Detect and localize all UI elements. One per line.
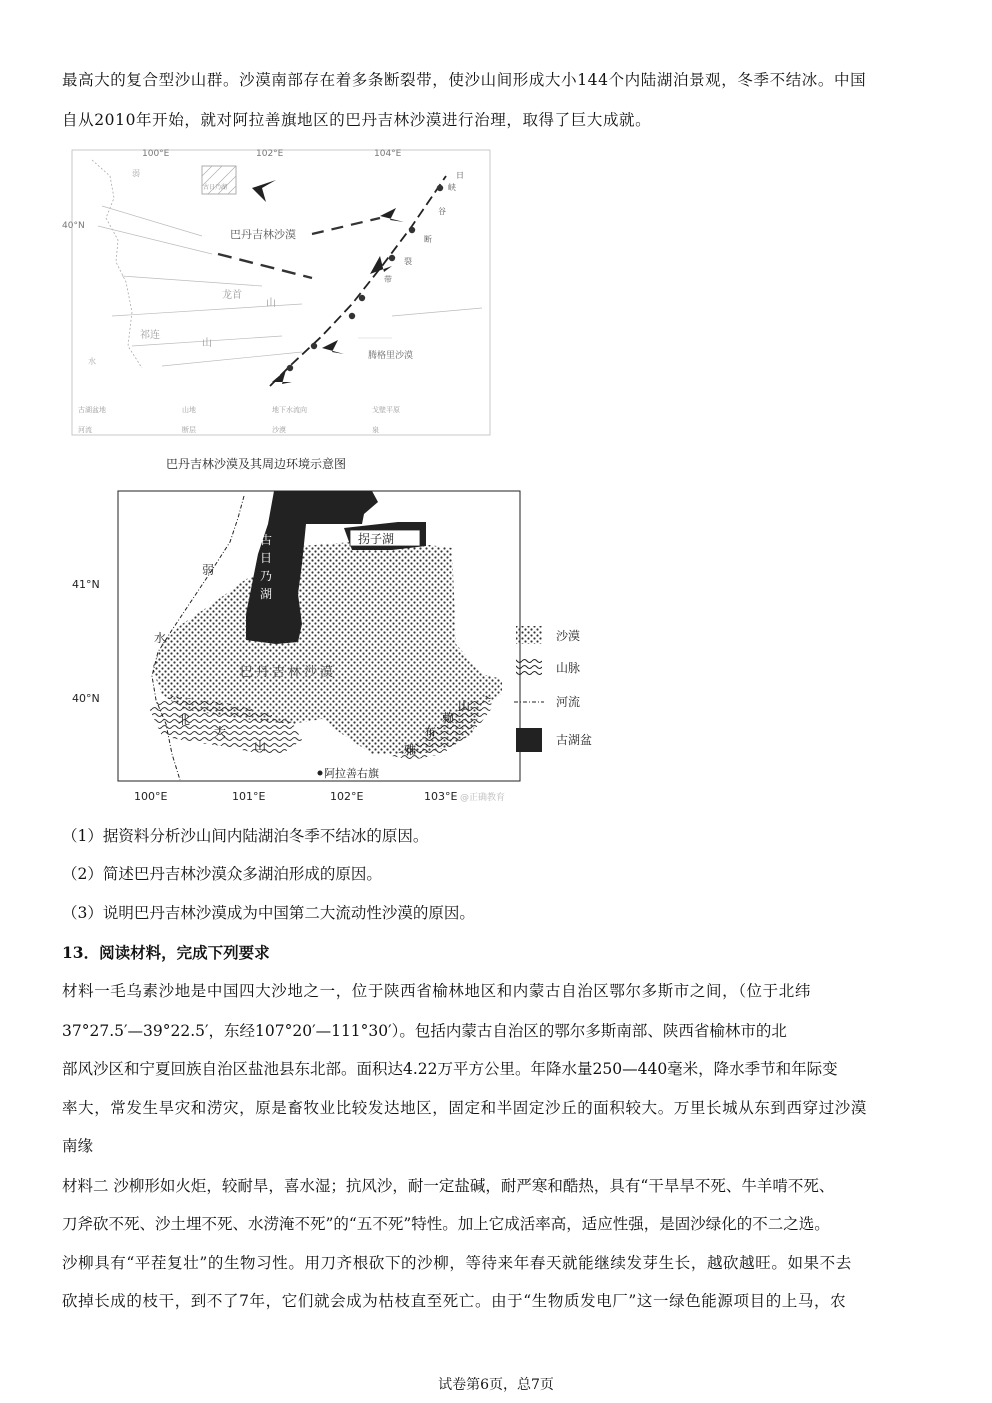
svg-text:断层: 断层 <box>182 426 196 434</box>
desert-label: 腾格里沙漠 <box>368 351 414 361</box>
watermark: @正确教育 <box>460 793 506 803</box>
question: （3）说明巴丹吉林沙漠成为中国第二大流动性沙漠的原因。 <box>62 904 475 922</box>
fault-char: 裂 <box>404 257 412 266</box>
river-label: 弱 <box>132 169 140 178</box>
svg-text:山脉: 山脉 <box>556 661 581 675</box>
desert-label: 巴丹吉林沙漠 <box>240 665 337 680</box>
lon-label: 102°E <box>330 790 364 803</box>
material-line: 率大，常发生旱灾和涝灾，原是畜牧业比较发达地区，固定和半固定沙丘的面积较大。万里长城从东到西穿过沙漠 <box>62 1099 868 1117</box>
svg-text:山地: 山地 <box>182 406 196 414</box>
svg-text:沙漠: 沙漠 <box>556 629 581 643</box>
town-label: 阿拉善右旗 <box>324 767 379 780</box>
svg-text:泉: 泉 <box>372 426 379 434</box>
lake-char: 日 <box>260 551 273 565</box>
fault-char: 带 <box>384 275 392 284</box>
lat-label: 40°N <box>72 692 100 705</box>
material-line: 37°27.5′—39°22.5′，东经107°20′—111°30′）。包括内蒙古自治区的鄂尔多斯南部、陕西省榆林市的北 <box>62 1022 787 1040</box>
fault-char: 日 <box>456 171 464 180</box>
svg-text:地下水流向: 地下水流向 <box>272 406 307 414</box>
mountain-char: 山 <box>254 739 267 753</box>
material-line: 南缘 <box>62 1137 94 1155</box>
river-char: 弱 <box>202 563 215 577</box>
map-caption: 巴丹吉林沙漠及其周边环境示意图 <box>166 457 347 471</box>
question-title: 13．阅读材料，完成下列要求 <box>62 943 270 962</box>
fault-char: 断 <box>424 235 432 244</box>
mountain-char: 赖 <box>442 711 455 725</box>
river-char: 水 <box>154 631 167 645</box>
page-footer: 试卷第6页，总7页 <box>438 1377 554 1393</box>
environment-map <box>62 136 500 488</box>
lon-label: 101°E <box>232 790 266 803</box>
mountain-label: 山 <box>266 298 276 309</box>
fault-char: 谷 <box>438 207 446 216</box>
lon-label: 103°E <box>424 790 458 803</box>
mountain-char: 雅 <box>404 743 417 757</box>
mountain-label: 祁连 <box>140 330 160 341</box>
svg-text:河流: 河流 <box>78 426 92 434</box>
desert-map <box>62 484 642 816</box>
lake-char: 古 <box>260 533 273 547</box>
mountain-label: 山 <box>202 338 212 349</box>
mountain-char: 大 <box>214 725 227 739</box>
material-line: 部风沙区和宁夏回族自治区盐池县东北部。面积达4.22万平方公里。年降水量250—440毫米，降水季节和年际变 <box>62 1060 838 1078</box>
lake-char: 乃 <box>260 569 273 583</box>
lon-label: 100°E <box>134 790 168 803</box>
lon-label: 102°E <box>256 149 284 159</box>
lon-label: 104°E <box>374 149 402 159</box>
mountain-char: 北 <box>178 713 191 727</box>
lat-label: 41°N <box>72 578 100 591</box>
svg-text:戈壁平原: 戈壁平原 <box>372 406 400 414</box>
lake-char: 湖 <box>260 587 273 601</box>
material-line: 材料一毛乌素沙地是中国四大沙地之一，位于陕西省榆林地区和内蒙古自治区鄂尔多斯市之间，（位于北纬 <box>62 982 811 1000</box>
svg-text:古湖盆地: 古湖盆地 <box>78 406 106 414</box>
material-line: 材料二 沙柳形如火炬，较耐旱，喜水湿；抗风沙，耐一定盐碱，耐严寒和酷热，具有“干旱旱不死、牛羊啃不死、 <box>62 1177 835 1195</box>
svg-text:古湖盆: 古湖盆 <box>556 733 593 747</box>
fault-char: 峡 <box>448 183 456 192</box>
material-line: 砍掉长成的枝干，到不了7年，它们就会成为枯枝直至死亡。由于“生物质发电厂”这一绿色能源项目的上马，农 <box>62 1292 847 1310</box>
mountain-char: 布 <box>424 725 437 739</box>
material-line: 刀斧砍不死、沙土埋不死、水涝淹不死”的“五不死”特性。加上它成活率高，适应性强，是固沙绿化的不二之选。 <box>62 1215 830 1233</box>
lake-label: 古日乃湖 <box>203 184 228 191</box>
map-legend <box>514 626 592 752</box>
lon-label: 100°E <box>142 149 170 159</box>
desert-label: 巴丹吉林沙漠 <box>230 228 296 241</box>
mountain-char: 山 <box>458 699 471 713</box>
mountain-label: 龙首 <box>222 290 242 301</box>
river-label: 水 <box>88 357 96 366</box>
lake-label: 拐子湖 <box>358 532 395 546</box>
question: （1）据资料分析沙山间内陆湖泊冬季不结冰的原因。 <box>62 827 429 845</box>
question: （2）简述巴丹吉林沙漠众多湖泊形成的原因。 <box>62 865 382 883</box>
svg-text:沙漠: 沙漠 <box>272 426 286 434</box>
svg-text:河流: 河流 <box>556 695 581 709</box>
paragraph-line: 自从2010年开始，就对阿拉善旗地区的巴丹吉林沙漠进行治理，取得了巨大成就。 <box>62 111 652 129</box>
lat-label: 40°N <box>62 221 85 231</box>
town-marker <box>318 771 323 776</box>
material-line: 沙柳具有“平茬复壮”的生物习性。用刀齐根砍下的沙柳，等待来年春天就能继续发芽生长，越砍越旺。如果不去 <box>62 1254 852 1272</box>
paragraph-line: 最高大的复合型沙山群。沙漠南部存在着多条断裂带，使沙山间形成大小144个内陆湖泊景观，冬季不结冰。中国 <box>62 71 867 89</box>
